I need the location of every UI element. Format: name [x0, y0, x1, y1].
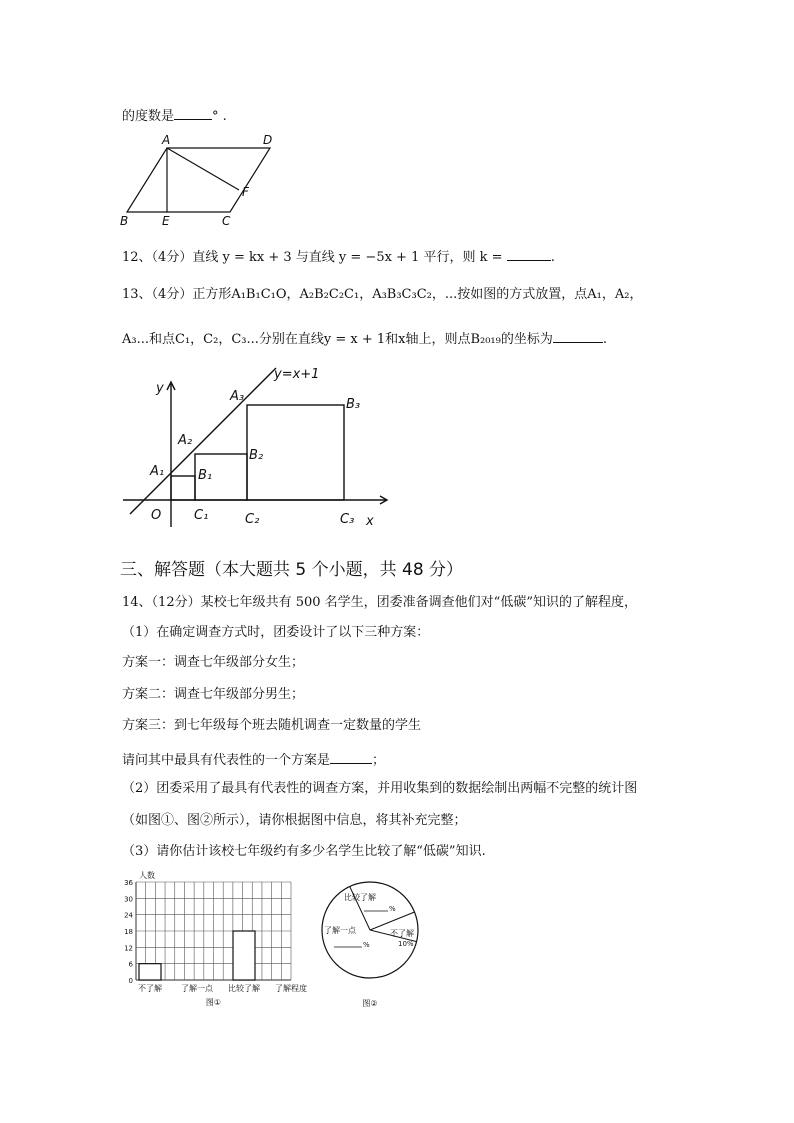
q13-end: .: [602, 332, 608, 347]
bar-chart-caption: 图①: [205, 998, 222, 1007]
bar-chart-bar-2: [233, 931, 255, 980]
pie-chart-slice-label-2: 不了解: [390, 929, 414, 938]
q14-plan2: 方案二：调查七年级部分男生；: [122, 687, 305, 702]
bar-chart-ytick-4: 24: [124, 911, 133, 920]
q12-text3: 平行，则: [423, 250, 476, 265]
bar-chart-ylabel: 人数: [139, 871, 155, 880]
q12-eq1: y = kx + 3: [222, 250, 292, 265]
bar-chart-ytick-2: 12: [124, 944, 133, 953]
q12-text1: 直线: [192, 250, 219, 265]
q12-text2: 与直线: [295, 250, 335, 265]
bar-chart-category-1: 了解一点: [181, 984, 213, 993]
pie-chart-caption: 图②: [362, 999, 378, 1008]
fig13-label-A2: A₂: [178, 433, 193, 448]
bar-chart-category-3: 了解程度: [275, 984, 307, 993]
bar-chart-ytick-0: 0: [128, 977, 133, 985]
q14-ask1: [122, 751, 385, 767]
fig11-label-F: F: [242, 185, 249, 199]
fig11-label-C: C: [222, 214, 231, 228]
bar-chart-ytick-3: 18: [124, 928, 133, 936]
q13-text2: A₃...和点C₁，C₂，C₃...分别在直线y = x + 1和x轴上，则点B₂₀₁₉的坐标为: [122, 332, 553, 347]
q11-line: [122, 107, 227, 123]
q13-figure: [118, 362, 398, 534]
q14-intro-text: 某校七年级共有 500 名学生，团委准备调查他们对“低碳”知识的了解程度，: [200, 595, 637, 610]
fig13-origin-label: O: [151, 508, 162, 523]
q12-number: 12、: [122, 250, 152, 265]
q14-ask1-end: ；: [372, 753, 386, 768]
fig11-label-B: B: [120, 214, 129, 228]
bar-chart-ytick-5: 30: [124, 895, 133, 904]
q14-plan1: 方案一：调查七年级部分女生；: [122, 655, 305, 670]
bar-chart-ytick-6: 36: [124, 879, 133, 887]
bar-chart-category-0: 不了解: [138, 984, 162, 993]
q13-line2: [122, 330, 607, 346]
q14-part1: （1）在确定调查方式时，团委设计了以下三种方案：: [122, 625, 430, 640]
fig13-line-label: y=x+1: [274, 367, 320, 382]
fig11-label-E: E: [162, 214, 170, 228]
bar-chart-category-2: 比较了解: [228, 984, 260, 993]
q11-text: 的度数是: [122, 109, 175, 124]
pie-chart-slice-value-2: 10%: [398, 940, 414, 948]
pie-chart-slice-label-1: 了解一点: [324, 926, 356, 935]
fig11-label-A: A: [162, 133, 171, 147]
q12-eq2: y = −5x + 1: [338, 250, 420, 265]
q13-score: （4分）: [151, 287, 193, 302]
pie-chart-slice-value-1: %: [363, 941, 370, 949]
q14-score: （12分）: [151, 595, 201, 610]
q13-line1: [122, 288, 642, 301]
pie-chart-figure-2: [316, 868, 428, 1013]
q14-number: 14、: [122, 595, 152, 610]
fig13-y-axis-label: y: [156, 381, 164, 396]
fig13-label-C1: C₁: [194, 508, 209, 523]
pie-chart-slice-value-0: %: [389, 905, 396, 913]
fig13-label-B1: B₁: [198, 468, 213, 483]
bar-chart-bar-0: [139, 964, 161, 980]
q12-score: （4分）: [151, 250, 193, 265]
bar-chart-ytick-1: 6: [128, 960, 133, 969]
fig13-label-A3: A₃: [230, 389, 245, 404]
bar-chart-figure-1: [116, 866, 316, 1016]
q12-ask: k =: [479, 250, 503, 265]
q13-text1: 正方形A₁B₁C₁O，A₂B₂C₂C₁，A₃B₃C₃C₂，...按如图的方式放置，点A₁，A₂，: [192, 287, 643, 302]
q12-end: .: [550, 250, 555, 265]
q14-part2a: （2）团委采用了最具有代表性的调查方案，并用收集到的数据绘制出两幅不完整的统计图: [122, 781, 638, 796]
q14-plan3: 方案三：到七年级每个班去随机调查一定数量的学生: [122, 718, 422, 733]
q11-unit: °: [212, 109, 219, 124]
section-3-title: 三、解答题（本大题共 5 个小题，共 48 分）: [120, 560, 464, 580]
q12: [122, 248, 555, 264]
q14-intro: [122, 596, 637, 609]
q11-figure: [112, 130, 282, 230]
q11-answer-blank[interactable]: [174, 107, 212, 120]
q14-part2b: （如图①、图②所示），请你根据图中信息，将其补充完整；: [122, 813, 467, 828]
fig13-label-C2: C₂: [245, 512, 260, 527]
q12-answer-blank[interactable]: [507, 248, 551, 261]
fig13-label-C3: C₃: [340, 512, 355, 527]
q11-end: .: [222, 109, 227, 124]
fig13-label-A1: A₁: [150, 464, 165, 479]
pie-chart-slice-label-0: 比较了解: [344, 893, 376, 902]
q14-part3: （3）请你估计该校七年级约有多少名学生比较了解“低碳”知识.: [122, 844, 486, 859]
fig11-label-D: D: [263, 133, 273, 147]
fig13-label-B2: B₂: [249, 448, 264, 463]
fig13-x-axis-label: x: [366, 514, 374, 529]
q13-answer-blank[interactable]: [553, 330, 603, 343]
q14-ask1-text: 请问其中最具有代表性的一个方案是: [122, 753, 331, 768]
q14-answer-blank[interactable]: [330, 751, 372, 764]
fig13-label-B3: B₃: [346, 397, 361, 412]
q13-number: 13、: [122, 287, 152, 302]
